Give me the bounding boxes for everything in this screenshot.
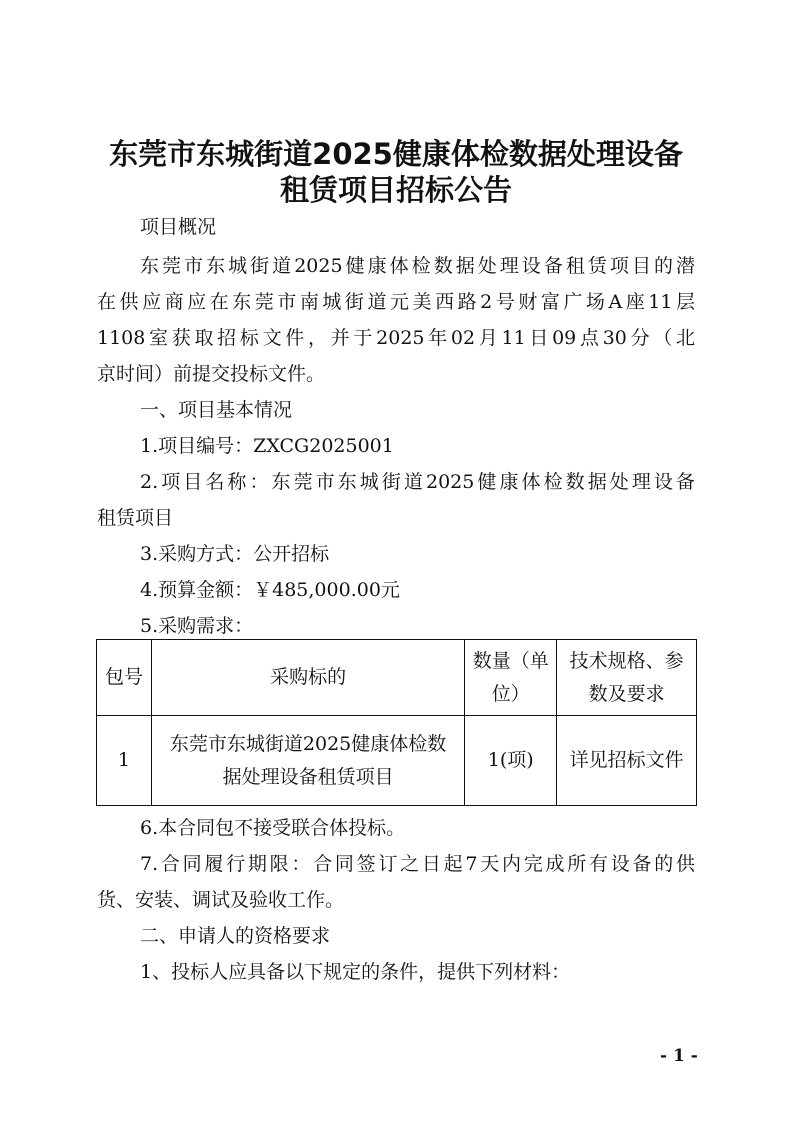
procurement-table: [96, 639, 697, 806]
cell-quantity: 1(项): [465, 716, 557, 806]
overview-line: 京时间）前提交投标文件。: [97, 363, 326, 385]
section2-item-1: 1、投标人应具备以下规定的条件，提供下列材料：: [140, 961, 571, 983]
item-project-number: 1.项目编号：ZXCG2025001: [140, 435, 394, 457]
cell-subject-line: 东莞市东城街道2025健康体检数: [169, 732, 447, 755]
cell-package-no: 1: [97, 716, 152, 806]
header-spec-line: 技术规格、参: [569, 649, 684, 672]
item-procurement-method: 3.采购方式：公开招标: [140, 543, 330, 565]
header-package-no: 包号: [97, 640, 152, 716]
item-budget: 4.预算金额：￥485,000.00元: [140, 579, 400, 601]
overview-line: 1108室获取招标文件，并于2025年02月11日09点30分（北: [97, 327, 695, 349]
cell-subject: [151, 716, 464, 806]
item-contract-period-cont: 货、安装、调试及验收工作。: [97, 889, 345, 911]
item-project-name-cont: 租赁项目: [97, 507, 174, 529]
overview-heading: 项目概况: [140, 216, 217, 238]
header-quantity: [465, 640, 557, 716]
header-subject: 采购标的: [151, 640, 464, 716]
document-title-line-1: 东莞市东城街道2025健康体检数据处理设备: [109, 137, 683, 171]
header-quantity-line: 位）: [491, 682, 530, 705]
document-title-line-2: 租赁项目招标公告: [279, 173, 512, 207]
overview-line: 东莞市东城街道2025健康体检数据处理设备租赁项目的潜: [140, 255, 695, 277]
page-number: - 1 -: [660, 1046, 698, 1066]
header-spec-line: 数及要求: [588, 682, 665, 705]
cell-spec: 详见招标文件: [557, 716, 697, 806]
item-project-name: 2.项目名称：东莞市东城街道2025健康体检数据处理设备: [140, 471, 695, 493]
table-row: [97, 716, 697, 806]
overview-line: 在供应商应在东莞市南城街道元美西路2号财富广场A座11层: [97, 291, 695, 313]
item-procurement-needs: 5.采购需求：: [140, 615, 254, 637]
section1-heading: 一、项目基本情况: [140, 399, 293, 421]
item-contract-period: 7.合同履行期限：合同签订之日起7天内完成所有设备的供: [140, 853, 695, 875]
header-spec: [557, 640, 697, 716]
header-quantity-line: 数量（单: [472, 649, 549, 672]
cell-subject-line: 据处理设备租赁项目: [222, 765, 394, 788]
section2-heading: 二、申请人的资格要求: [140, 925, 331, 947]
item-no-consortium: 6.本合同包不接受联合体投标。: [140, 817, 406, 839]
table-header-row: [97, 640, 697, 716]
